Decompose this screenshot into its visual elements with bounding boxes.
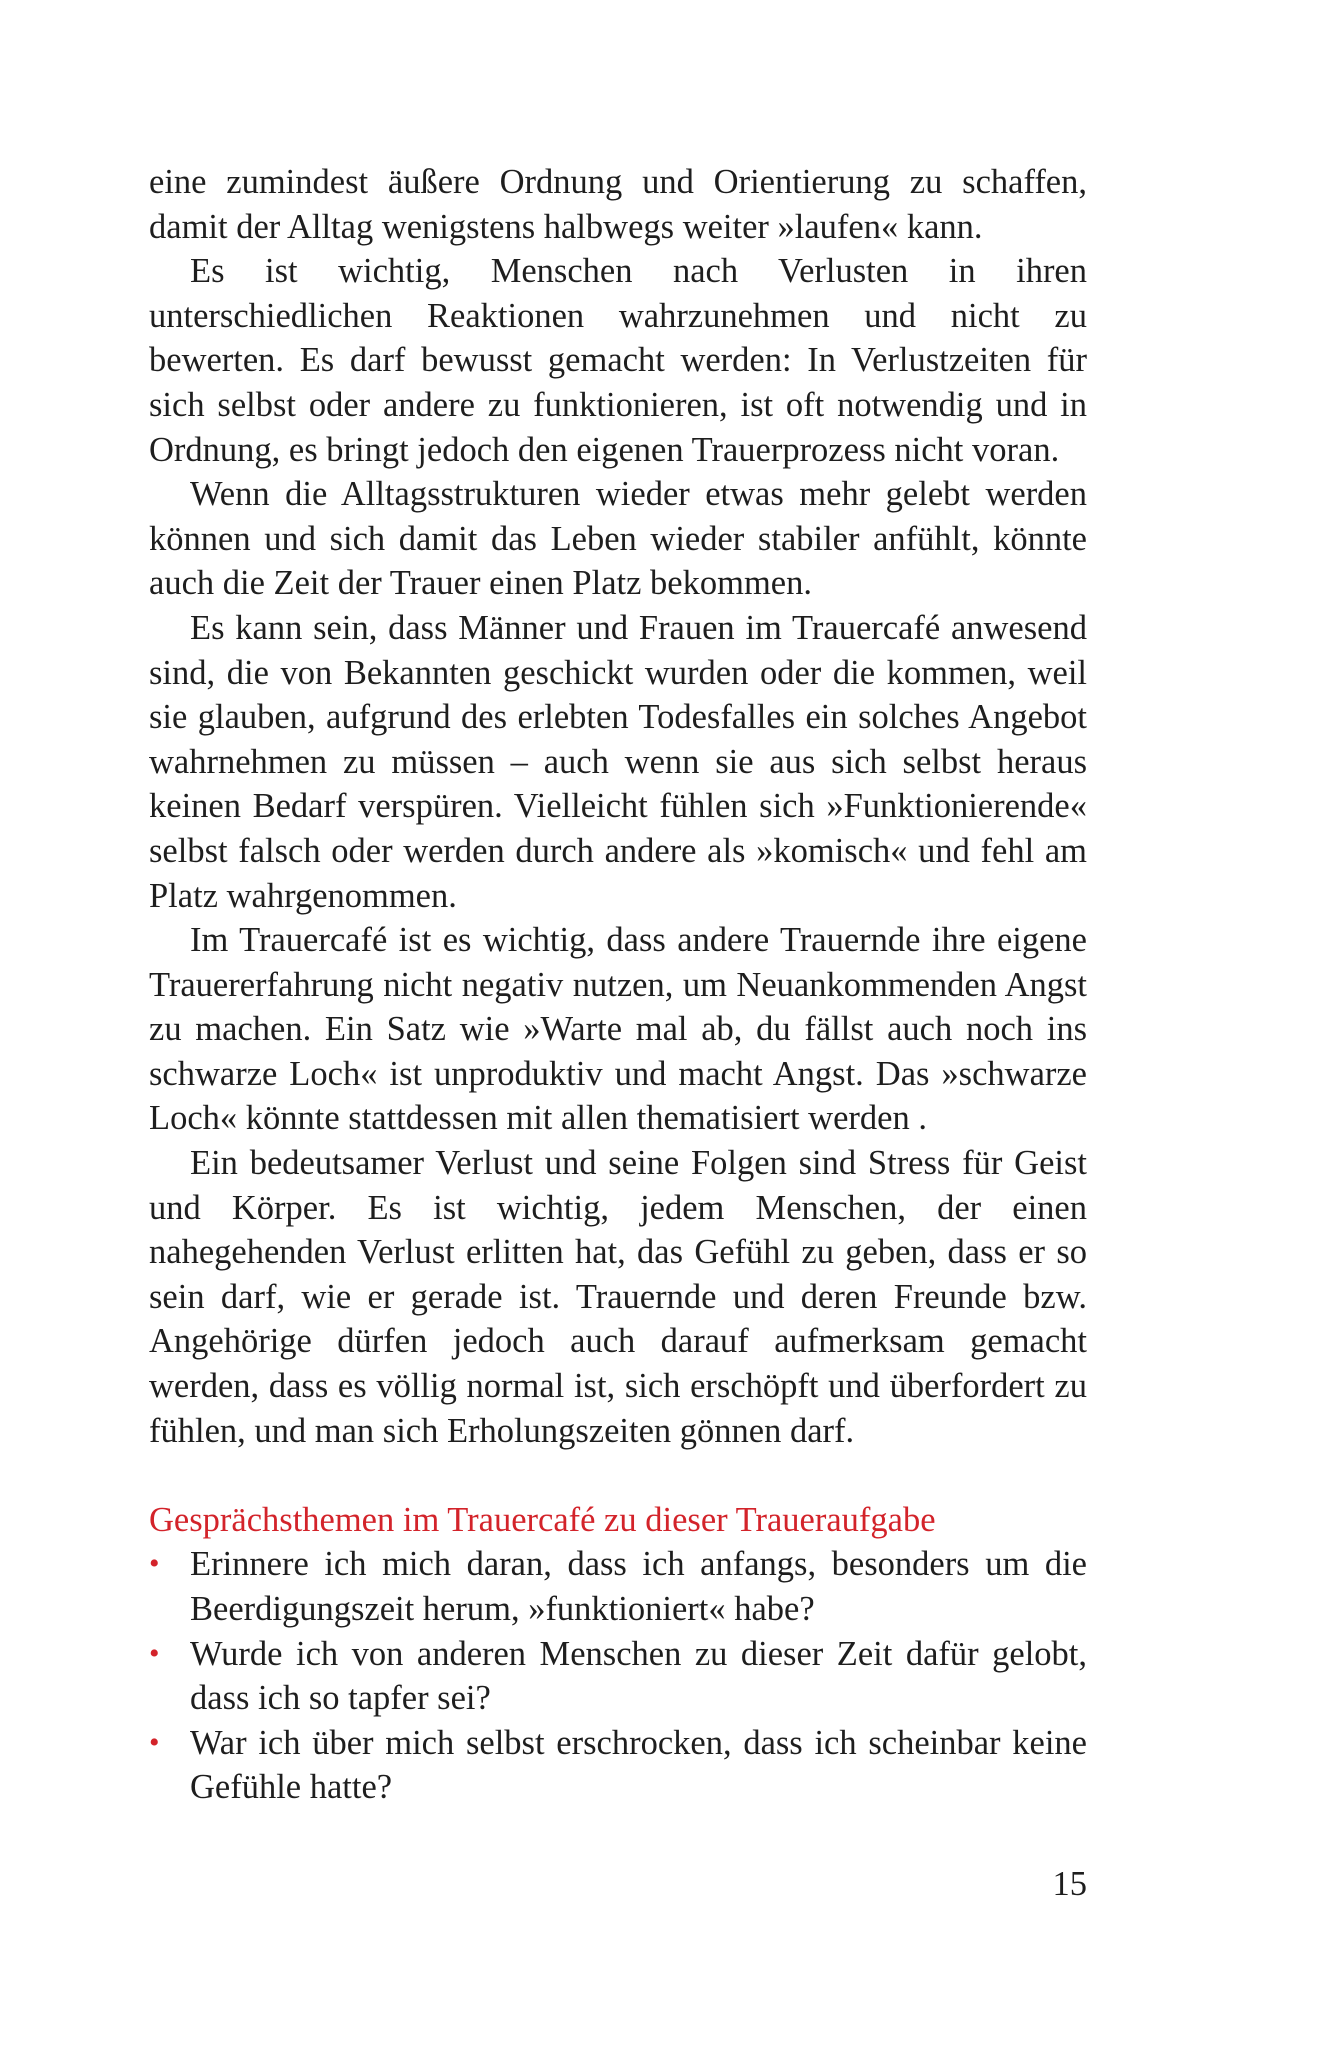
list-item	[149, 1632, 1087, 1721]
list-item-text: War ich über mich selbst erschrocken, dass ich scheinbar keine Gefühle hatte?	[190, 1723, 1087, 1807]
page-number: 15	[1052, 1865, 1087, 1903]
list-item	[149, 1721, 1087, 1810]
paragraph: Wenn die Alltagsstrukturen wieder etwas mehr gelebt werden können und sich damit das Leben wieder stabiler anfühlt, könnte auch die Zeit der Trauer einen Platz bekommen.	[149, 475, 1087, 603]
paragraph: Im Trauercafé ist es wichtig, dass andere Trauernde ihre eigene Trauererfahrung nicht negativ nutzen, um Neuankommenden Angst zu machen. Ein Satz wie »Warte mal ab, du fällst auch noch ins schwarze Loch« ist unproduktiv und macht Angst. Das »schwarze Loch« könnte stattdessen mit allen thematisiert werden .	[149, 921, 1087, 1138]
section-heading: Gesprächsthemen im Trauercafé zu dieser Traueraufgabe	[149, 1500, 936, 1539]
list-item-text: Erinnere ich mich daran, dass ich anfangs, besonders um die Beerdigungszeit herum, »funktioniert« habe?	[190, 1545, 1087, 1628]
bullet-icon: •	[149, 1547, 160, 1581]
bullet-icon: •	[149, 1636, 160, 1670]
bullet-icon: •	[149, 1725, 160, 1759]
paragraph: eine zumindest äußere Ordnung und Orientierung zu schaffen, damit der Alltag wenigstens halbwegs weiter »laufen« kann.	[149, 163, 1087, 246]
paragraph: Ein bedeutsamer Verlust und seine Folgen sind Stress für Geist und Körper. Es ist wichtig, jedem Menschen, der einen nahegehenden Verlust erlitten hat, das Gefühl zu geben, dass er so sein darf, wie er gerade ist. Trauernde und deren Freunde bzw. Angehörige dürfen jedoch auch darauf aufmerksam gemacht werden, dass es völlig normal ist, sich erschöpft und überfordert zu fühlen, und man sich Erholungszeiten gönnen darf.	[149, 1144, 1087, 1450]
body-text	[149, 160, 1087, 1810]
list-item	[149, 1542, 1087, 1631]
paragraph: Es ist wichtig, Menschen nach Verlusten in ihren unterschiedlichen Reaktionen wahrzunehmen und nicht zu bewerten. Es darf bewusst gemacht werden: In Verlustzeiten für sich selbst oder andere zu funktionieren, ist oft notwendig und in Ordnung, es bringt jedoch den eigenen Trauerprozess nicht voran.	[149, 252, 1087, 469]
paragraph: Es kann sein, dass Männer und Frauen im Trauercafé anwesend sind, die von Bekannten geschickt wurden oder die kommen, weil sie glauben, aufgrund des erlebten Todesfalles ein solches Angebot wahrnehmen zu müssen – auch wenn sie aus sich selbst heraus keinen Bedarf verspüren. Vielleicht fühlen sich »Funktionierende« selbst falsch oder werden durch andere als »komisch« und fehl am Platz wahrgenommen.	[149, 608, 1087, 915]
list-item-text: Wurde ich von anderen Menschen zu dieser Zeit dafür gelobt, dass ich so tapfer sei?	[190, 1634, 1087, 1718]
discussion-topics-list	[149, 1542, 1087, 1810]
